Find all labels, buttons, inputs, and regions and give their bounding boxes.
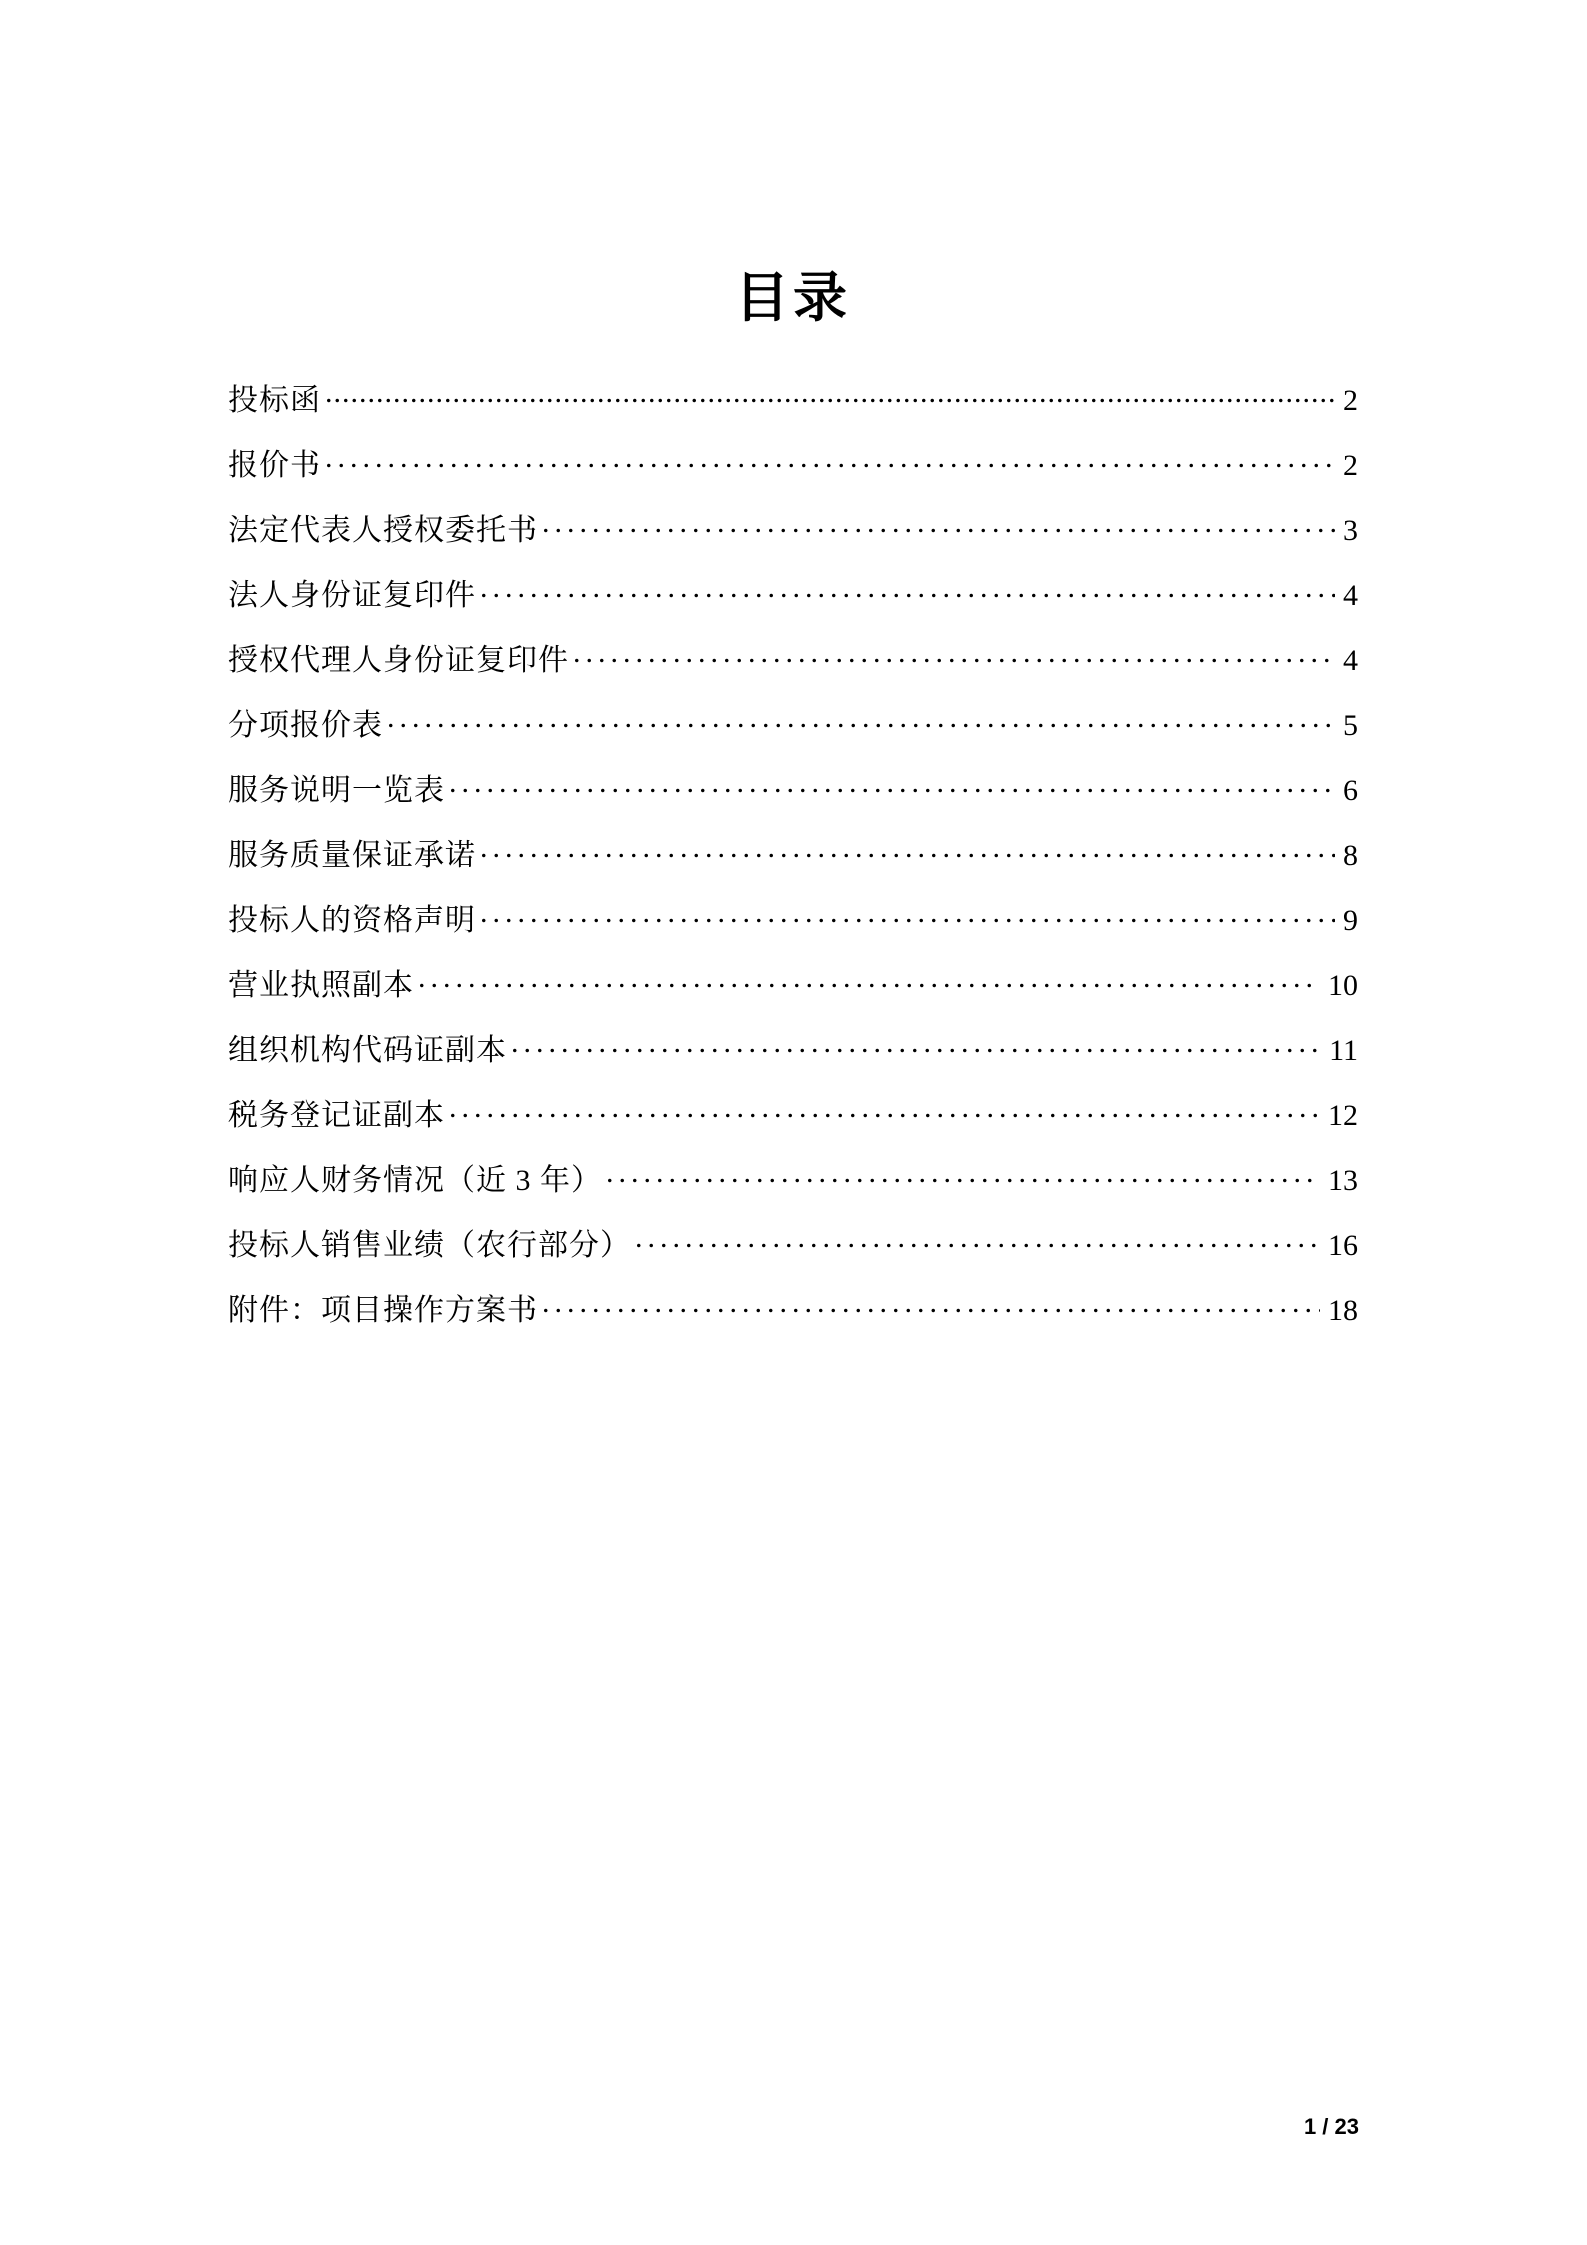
- toc-entry-label: 税务登记证副本: [228, 1099, 445, 1132]
- toc-leader-dots: [480, 900, 1335, 930]
- toc-entry-page-number: 9: [1343, 904, 1358, 937]
- toc-leader-dots: [480, 835, 1335, 865]
- table-of-contents: [228, 380, 1358, 1326]
- toc-entry[interactable]: [228, 1030, 1358, 1066]
- toc-entry-label: 投标函: [228, 384, 321, 417]
- toc-leader-dots: [325, 380, 1335, 410]
- toc-leader-dots: [449, 770, 1335, 800]
- toc-entry[interactable]: [228, 380, 1358, 416]
- toc-entry-label: 授权代理人身份证复印件: [228, 644, 569, 677]
- toc-entry-label: 营业执照副本: [228, 969, 414, 1002]
- toc-leader-dots: [480, 575, 1335, 605]
- toc-entry[interactable]: [228, 835, 1358, 871]
- toc-entry-label: 法人身份证复印件: [228, 579, 476, 612]
- toc-leader-dots: [511, 1030, 1321, 1060]
- toc-entry[interactable]: [228, 1160, 1358, 1196]
- toc-entry-page-number: 11: [1329, 1034, 1358, 1067]
- toc-entry-label: 投标人销售业绩（农行部分）: [228, 1229, 631, 1262]
- toc-entry[interactable]: [228, 510, 1358, 546]
- toc-entry[interactable]: [228, 770, 1358, 806]
- toc-entry-page-number: 6: [1343, 774, 1358, 807]
- toc-entry-label: 附件：项目操作方案书: [228, 1294, 538, 1327]
- toc-leader-dots: [542, 1290, 1320, 1320]
- toc-entry-label: 服务说明一览表: [228, 774, 445, 807]
- toc-leader-dots: [635, 1225, 1320, 1255]
- toc-entry-label: 响应人财务情况（近 3 年）: [228, 1164, 602, 1197]
- toc-leader-dots: [387, 705, 1335, 735]
- toc-entry[interactable]: [228, 965, 1358, 1001]
- toc-entry-page-number: 2: [1343, 384, 1358, 417]
- toc-entry-label: 法定代表人授权委托书: [228, 514, 538, 547]
- toc-entry[interactable]: [228, 1290, 1358, 1326]
- toc-entry[interactable]: [228, 575, 1358, 611]
- toc-entry-label: 报价书: [228, 449, 321, 482]
- toc-entry[interactable]: [228, 640, 1358, 676]
- toc-leader-dots: [418, 965, 1320, 995]
- toc-leader-dots: [573, 640, 1335, 670]
- toc-entry[interactable]: [228, 900, 1358, 936]
- toc-entry-label: 服务质量保证承诺: [228, 839, 476, 872]
- toc-entry[interactable]: [228, 705, 1358, 741]
- page-title: 目录: [735, 268, 851, 328]
- toc-entry-label: 投标人的资格声明: [228, 904, 476, 937]
- toc-entry-page-number: 4: [1343, 644, 1358, 677]
- toc-entry-page-number: 18: [1328, 1294, 1358, 1327]
- toc-entry-page-number: 5: [1343, 709, 1358, 742]
- toc-entry[interactable]: [228, 1225, 1358, 1261]
- toc-entry-label: 组织机构代码证副本: [228, 1034, 507, 1067]
- toc-entry-page-number: 3: [1343, 514, 1358, 547]
- toc-entry-page-number: 13: [1328, 1164, 1358, 1197]
- toc-entry-page-number: 16: [1328, 1229, 1358, 1262]
- toc-entry-page-number: 2: [1343, 449, 1358, 482]
- toc-leader-dots: [449, 1095, 1320, 1125]
- page-number-footer: 1 / 23: [1303, 2114, 1359, 2139]
- toc-entry[interactable]: [228, 1095, 1358, 1131]
- toc-entry-page-number: 12: [1328, 1099, 1358, 1132]
- toc-entry[interactable]: [228, 445, 1358, 481]
- toc-entry-label: 分项报价表: [228, 709, 383, 742]
- toc-leader-dots: [542, 510, 1335, 540]
- page-content: [228, 0, 1358, 1355]
- toc-entry-page-number: 4: [1343, 579, 1358, 612]
- toc-leader-dots: [325, 445, 1335, 475]
- toc-leader-dots: [606, 1160, 1320, 1190]
- toc-entry-page-number: 8: [1343, 839, 1358, 872]
- toc-entry-page-number: 10: [1328, 969, 1358, 1002]
